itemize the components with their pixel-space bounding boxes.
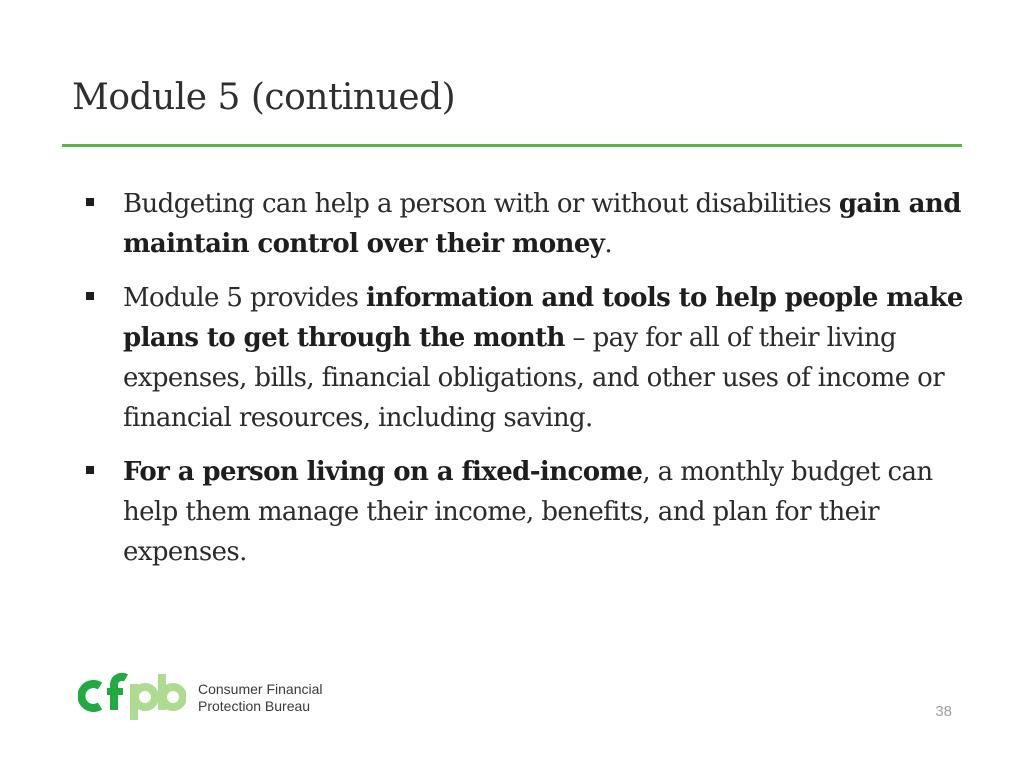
bullet-text-3 (123, 457, 933, 567)
bullet-marker (86, 198, 94, 206)
bullet-text-1 (123, 189, 961, 259)
bullet-2-text-a: Module 5 provides (123, 283, 367, 313)
logo-line-1: Consumer Financial (198, 681, 323, 697)
cfpb-logo (78, 672, 323, 724)
logo-wordmark (198, 681, 323, 715)
bullet-1-text-b: . (604, 229, 612, 259)
bullet-2-emphasis: information and tools to help people make plans to get through the month (123, 283, 963, 353)
logo-line-2: Protection Bureau (198, 698, 311, 714)
bullet-1-emphasis: gain and maintain control over their money (123, 189, 961, 259)
bullet-2-text-b: – pay for all of their living expenses, bills, financial obligations, and other uses of income or financial resources, including saving. (123, 323, 945, 433)
bullet-item-3 (86, 452, 966, 572)
page-number: 38 (935, 703, 952, 720)
cfpb-logo-mark-icon (78, 672, 186, 724)
bullet-marker (86, 292, 94, 300)
bullet-3-text-a: , a monthly budget can help them manage their income, benefits, and plan for their expenses. (123, 457, 933, 567)
slide-title: Module 5 (continued) (72, 77, 456, 118)
bullet-3-emphasis: For a person living on a fixed-income (123, 457, 643, 487)
bullet-1-text-a: Budgeting can help a person with or without disabilities (123, 189, 839, 219)
title-divider (62, 144, 962, 147)
bullet-item-2 (86, 278, 966, 438)
bullet-item-1 (86, 184, 966, 264)
bullet-marker (86, 466, 94, 474)
bullet-list (86, 184, 966, 586)
bullet-text-2 (123, 283, 963, 433)
